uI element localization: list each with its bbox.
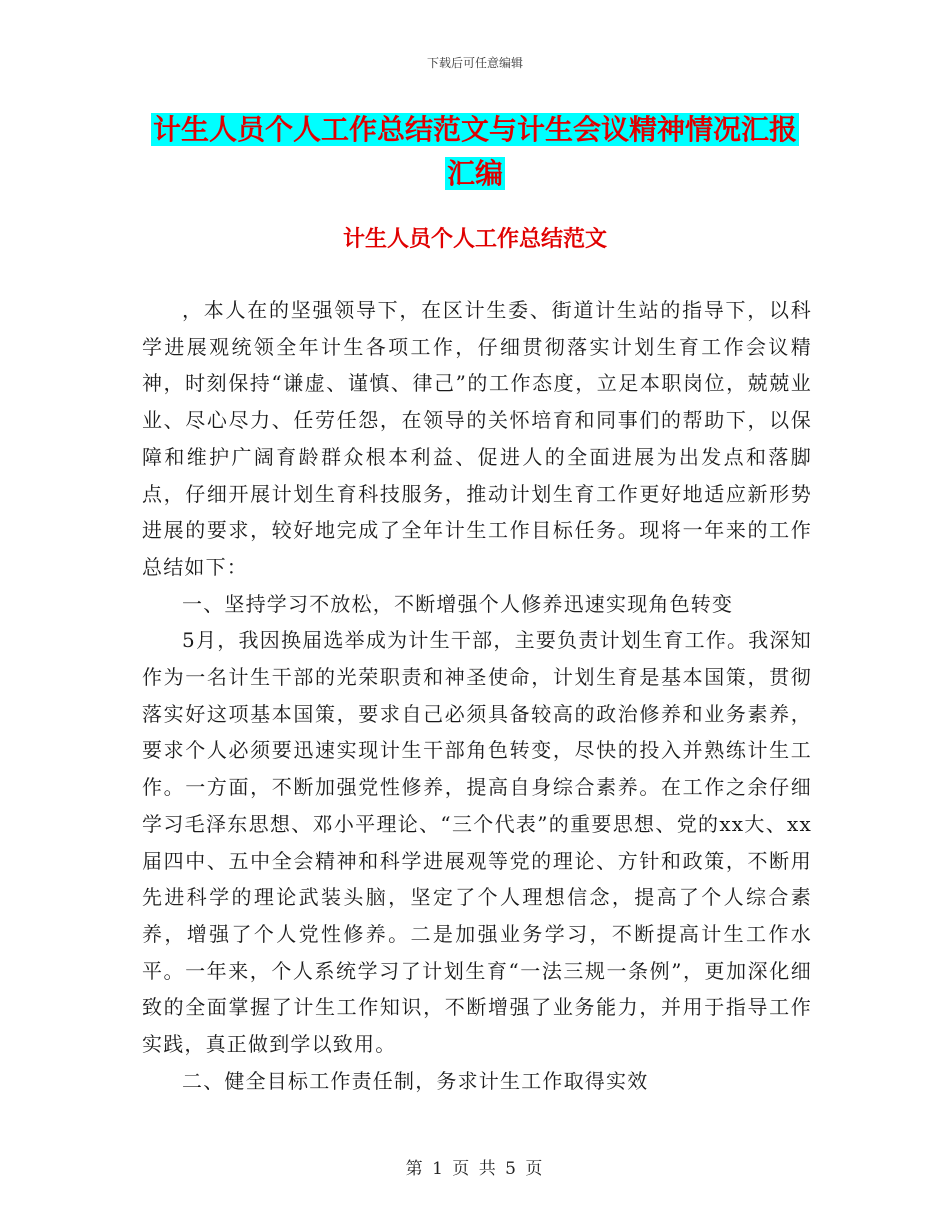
section-title: 计生人员个人工作总结范文: [342, 227, 607, 252]
document-title-line-1: 计生人员个人工作总结范文与计生会议精神情况汇报: [152, 113, 797, 146]
document-title: [0, 108, 950, 196]
page-number-footer: 第 1 页 共 5 页: [405, 1159, 545, 1179]
body-heading-2: 二、健全目标工作责任制，务求计生工作取得实效: [182, 1068, 649, 1093]
document-title-line-2: 汇编: [446, 157, 503, 190]
body-heading-1: 一、坚持学习不放松，不断增强个人修养迅速实现角色转变: [182, 591, 734, 616]
body-paragraph-intro: ，本人在的坚强领导下，在区计生委、街道计生站的指导下，以科学进展观统领全年计生各项工作，仔细贯彻落实计划生育工作会议精神，时刻保持“谦虚、谨慎、律己”的工作态度，立足本职岗位，兢兢业业、尽心尽力、任劳任怨，在领导的关怀培育和同事们的帮助下，以保障和维护广阔育龄群众根本利益、促进人的全面进展为出发点和落脚点，仔细开展计划生育科技服务，推动计划生育工作更好地适应新形势进展的要求，较好地完成了全年计生工作目标任务。现将一年来的工作总结如下：: [142, 298, 812, 579]
page-header-note: 下载后可任意编辑: [426, 56, 523, 70]
body-paragraph-1: 5月，我因换届选举成为计生干部，主要负责计划生育工作。我深知作为一名计生干部的光荣职责和神圣使命，计划生育是基本国策，贯彻落实好这项基本国策，要求自己必须具备较高的政治修养和业务素养，要求个人必须要迅速实现计生干部角色转变，尽快的投入并熟练计生工作。一方面，不断加强党性修养，提高自身综合素养。在工作之余仔细学习毛泽东思想、邓小平理论、“三个代表”的重要思想、党的xx大、xx届四中、五中全会精神和科学进展观等党的理论、方针和政策，不断用先进科学的理论武装头脑，坚定了个人理想信念，提高了个人综合素养，增强了个人党性修养。二是加强业务学习，不断提高计生工作水平。一年来，个人系统学习了计划生育“一法三规一条例”，更加深化细致的全面掌握了计生工作知识，不断增强了业务能力，并用于指导工作实践，真正做到学以致用。: [142, 628, 812, 1057]
document-body: [142, 292, 812, 1099]
